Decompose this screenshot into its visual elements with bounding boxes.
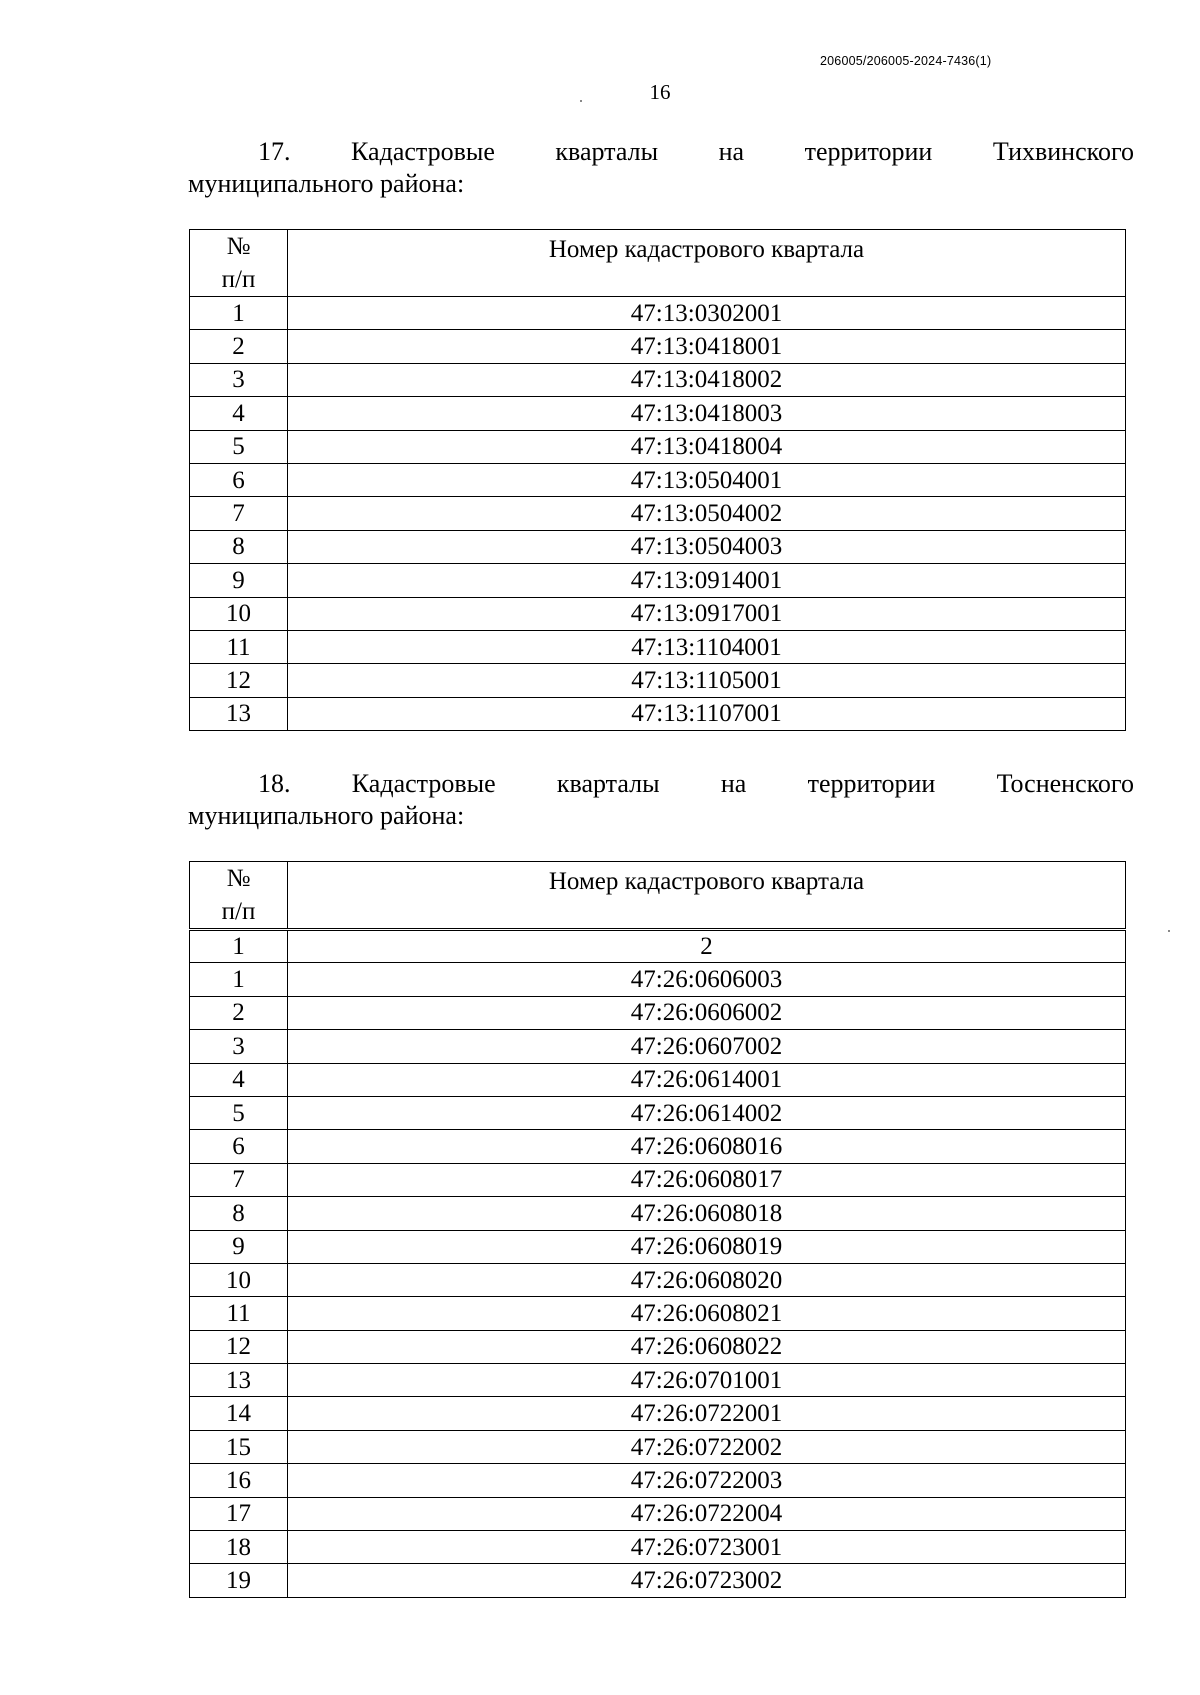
- cadastral-quarter-cell: 47:26:0614001: [288, 1063, 1126, 1096]
- scan-speck: [580, 100, 582, 102]
- header-pp: п/п: [221, 898, 256, 925]
- row-number-cell: 11: [190, 1297, 288, 1330]
- cadastral-quarter-cell: 47:26:0722004: [288, 1497, 1126, 1530]
- row-number-cell: 1: [190, 963, 288, 996]
- table-row: [190, 1497, 1126, 1530]
- table-row: [190, 330, 1126, 363]
- section-17-word: территории: [804, 137, 933, 166]
- section-18-table: [189, 861, 1126, 1598]
- row-number-cell: 18: [190, 1531, 288, 1564]
- scan-speck: [1168, 930, 1170, 932]
- cadastral-quarter-cell: 47:13:0914001: [288, 564, 1126, 597]
- row-number-cell: 7: [190, 497, 288, 530]
- table-row: [190, 597, 1126, 630]
- header-number-cell: [190, 862, 288, 930]
- table-row: [190, 564, 1126, 597]
- section-17-word: на: [718, 137, 745, 166]
- table-row: [190, 664, 1126, 697]
- cadastral-quarter-cell: 47:26:0722003: [288, 1464, 1126, 1497]
- table-row: [190, 1430, 1126, 1463]
- table-row: [190, 530, 1126, 563]
- row-number-cell: 5: [190, 1096, 288, 1129]
- row-number-cell: 10: [190, 597, 288, 630]
- cadastral-quarter-cell: 47:26:0722002: [288, 1430, 1126, 1463]
- cadastral-quarter-cell: 47:13:1104001: [288, 630, 1126, 663]
- cadastral-quarter-cell: 47:13:0504002: [288, 497, 1126, 530]
- header-pp: п/п: [221, 266, 256, 293]
- section-17-heading-line2: муниципального района:: [188, 169, 465, 198]
- column-index-cell: 2: [288, 930, 1126, 963]
- row-number-cell: 5: [190, 430, 288, 463]
- cadastral-quarter-cell: 47:13:0418002: [288, 363, 1126, 396]
- row-number-cell: 19: [190, 1564, 288, 1597]
- row-number-cell: 2: [190, 996, 288, 1029]
- cadastral-quarter-cell: 47:13:0504001: [288, 463, 1126, 496]
- table-row: [190, 1531, 1126, 1564]
- row-number-cell: 6: [190, 463, 288, 496]
- table-row: [190, 697, 1126, 730]
- row-number-cell: 1: [190, 297, 288, 330]
- table-row: [190, 1397, 1126, 1430]
- cadastral-quarter-cell: 47:26:0608021: [288, 1297, 1126, 1330]
- table-row: [190, 430, 1126, 463]
- table-row: [190, 630, 1126, 663]
- column-index-row: [190, 930, 1126, 963]
- table-row: [190, 1030, 1126, 1063]
- section-17-word: Кадастровые: [351, 137, 495, 166]
- table-row: [190, 397, 1126, 430]
- table-row: [190, 463, 1126, 496]
- cadastral-quarter-cell: 47:13:0418001: [288, 330, 1126, 363]
- cadastral-quarter-cell: 47:26:0608022: [288, 1330, 1126, 1363]
- row-number-cell: 13: [190, 697, 288, 730]
- document-id: 206005/206005-2024-7436(1): [820, 54, 992, 68]
- cadastral-quarter-cell: 47:26:0722001: [288, 1397, 1126, 1430]
- section-18-word: кварталы: [556, 769, 660, 798]
- row-number-cell: 2: [190, 330, 288, 363]
- table-header-row: [190, 230, 1126, 297]
- table-row: [190, 963, 1126, 996]
- cadastral-quarter-cell: 47:13:0418004: [288, 430, 1126, 463]
- section-17-word: Тихвинского: [992, 137, 1134, 166]
- table-row: [190, 1464, 1126, 1497]
- cadastral-quarter-cell: 47:26:0608020: [288, 1263, 1126, 1296]
- header-number-cell: [190, 230, 288, 297]
- table-row: [190, 1297, 1126, 1330]
- table-row: [190, 1564, 1126, 1597]
- row-number-cell: 4: [190, 1063, 288, 1096]
- row-number-cell: 13: [190, 1364, 288, 1397]
- section-18-heading-line1: [188, 768, 1134, 800]
- cadastral-quarter-cell: 47:26:0614002: [288, 1096, 1126, 1129]
- cadastral-quarter-cell: 47:13:0504003: [288, 530, 1126, 563]
- row-number-cell: 9: [190, 1230, 288, 1263]
- table-row: [190, 497, 1126, 530]
- row-number-cell: 10: [190, 1263, 288, 1296]
- table-row: [190, 297, 1126, 330]
- cadastral-quarter-cell: 47:26:0608019: [288, 1230, 1126, 1263]
- cadastral-quarter-cell: 47:13:0418003: [288, 397, 1126, 430]
- table-row: [190, 1330, 1126, 1363]
- table-row: [190, 996, 1126, 1029]
- table-row: [190, 1230, 1126, 1263]
- section-17-heading-line1: [188, 136, 1134, 168]
- cadastral-quarter-cell: 47:26:0607002: [288, 1030, 1126, 1063]
- row-number-cell: 16: [190, 1464, 288, 1497]
- header-number-sign: №: [226, 865, 251, 892]
- section-18-word: Кадастровые: [351, 769, 496, 798]
- row-number-cell: 15: [190, 1430, 288, 1463]
- cadastral-quarter-cell: 47:26:0723002: [288, 1564, 1126, 1597]
- cadastral-quarter-cell: 47:26:0606003: [288, 963, 1126, 996]
- table-row: [190, 363, 1126, 396]
- section-17-table: [189, 229, 1126, 731]
- table-row: [190, 1063, 1126, 1096]
- table-row: [190, 1130, 1126, 1163]
- row-number-cell: 8: [190, 1197, 288, 1230]
- section-17-heading: [188, 136, 1134, 200]
- row-number-cell: 17: [190, 1497, 288, 1530]
- row-number-cell: 12: [190, 664, 288, 697]
- cadastral-quarter-cell: 47:26:0608016: [288, 1130, 1126, 1163]
- section-18-word: Тосненского: [996, 769, 1134, 798]
- cadastral-quarter-cell: 47:26:0701001: [288, 1364, 1126, 1397]
- table-row: [190, 1364, 1126, 1397]
- column-index-cell: 1: [190, 930, 288, 963]
- section-18-number: 18.: [258, 769, 291, 798]
- section-18-heading-line2: муниципального района:: [188, 801, 465, 830]
- cadastral-quarter-cell: 47:26:0608017: [288, 1163, 1126, 1196]
- table-header-row: [190, 862, 1126, 930]
- cadastral-quarter-cell: 47:13:1105001: [288, 664, 1126, 697]
- row-number-cell: 7: [190, 1163, 288, 1196]
- page-number: 16: [649, 80, 671, 104]
- table-row: [190, 1263, 1126, 1296]
- cadastral-quarter-cell: 47:26:0608018: [288, 1197, 1126, 1230]
- row-number-cell: 9: [190, 564, 288, 597]
- row-number-cell: 3: [190, 1030, 288, 1063]
- cadastral-quarter-cell: 47:26:0723001: [288, 1531, 1126, 1564]
- section-17-word: кварталы: [555, 137, 659, 166]
- row-number-cell: 11: [190, 630, 288, 663]
- table-row: [190, 1163, 1126, 1196]
- row-number-cell: 8: [190, 530, 288, 563]
- cadastral-quarter-cell: 47:13:0302001: [288, 297, 1126, 330]
- row-number-cell: 6: [190, 1130, 288, 1163]
- row-number-cell: 14: [190, 1397, 288, 1430]
- section-18-word: территории: [807, 769, 936, 798]
- section-17-number: 17.: [258, 137, 291, 166]
- header-quarter-cell: Номер кадастрового квартала: [288, 230, 1126, 297]
- row-number-cell: 12: [190, 1330, 288, 1363]
- cadastral-quarter-cell: 47:13:1107001: [288, 697, 1126, 730]
- table-row: [190, 1197, 1126, 1230]
- row-number-cell: 4: [190, 397, 288, 430]
- section-18-word: на: [720, 769, 747, 798]
- cadastral-quarter-cell: 47:26:0606002: [288, 996, 1126, 1029]
- section-18-heading: [188, 768, 1134, 832]
- row-number-cell: 3: [190, 363, 288, 396]
- cadastral-quarter-cell: 47:13:0917001: [288, 597, 1126, 630]
- table-row: [190, 1096, 1126, 1129]
- header-quarter-cell: Номер кадастрового квартала: [288, 862, 1126, 930]
- header-number-sign: №: [226, 233, 251, 260]
